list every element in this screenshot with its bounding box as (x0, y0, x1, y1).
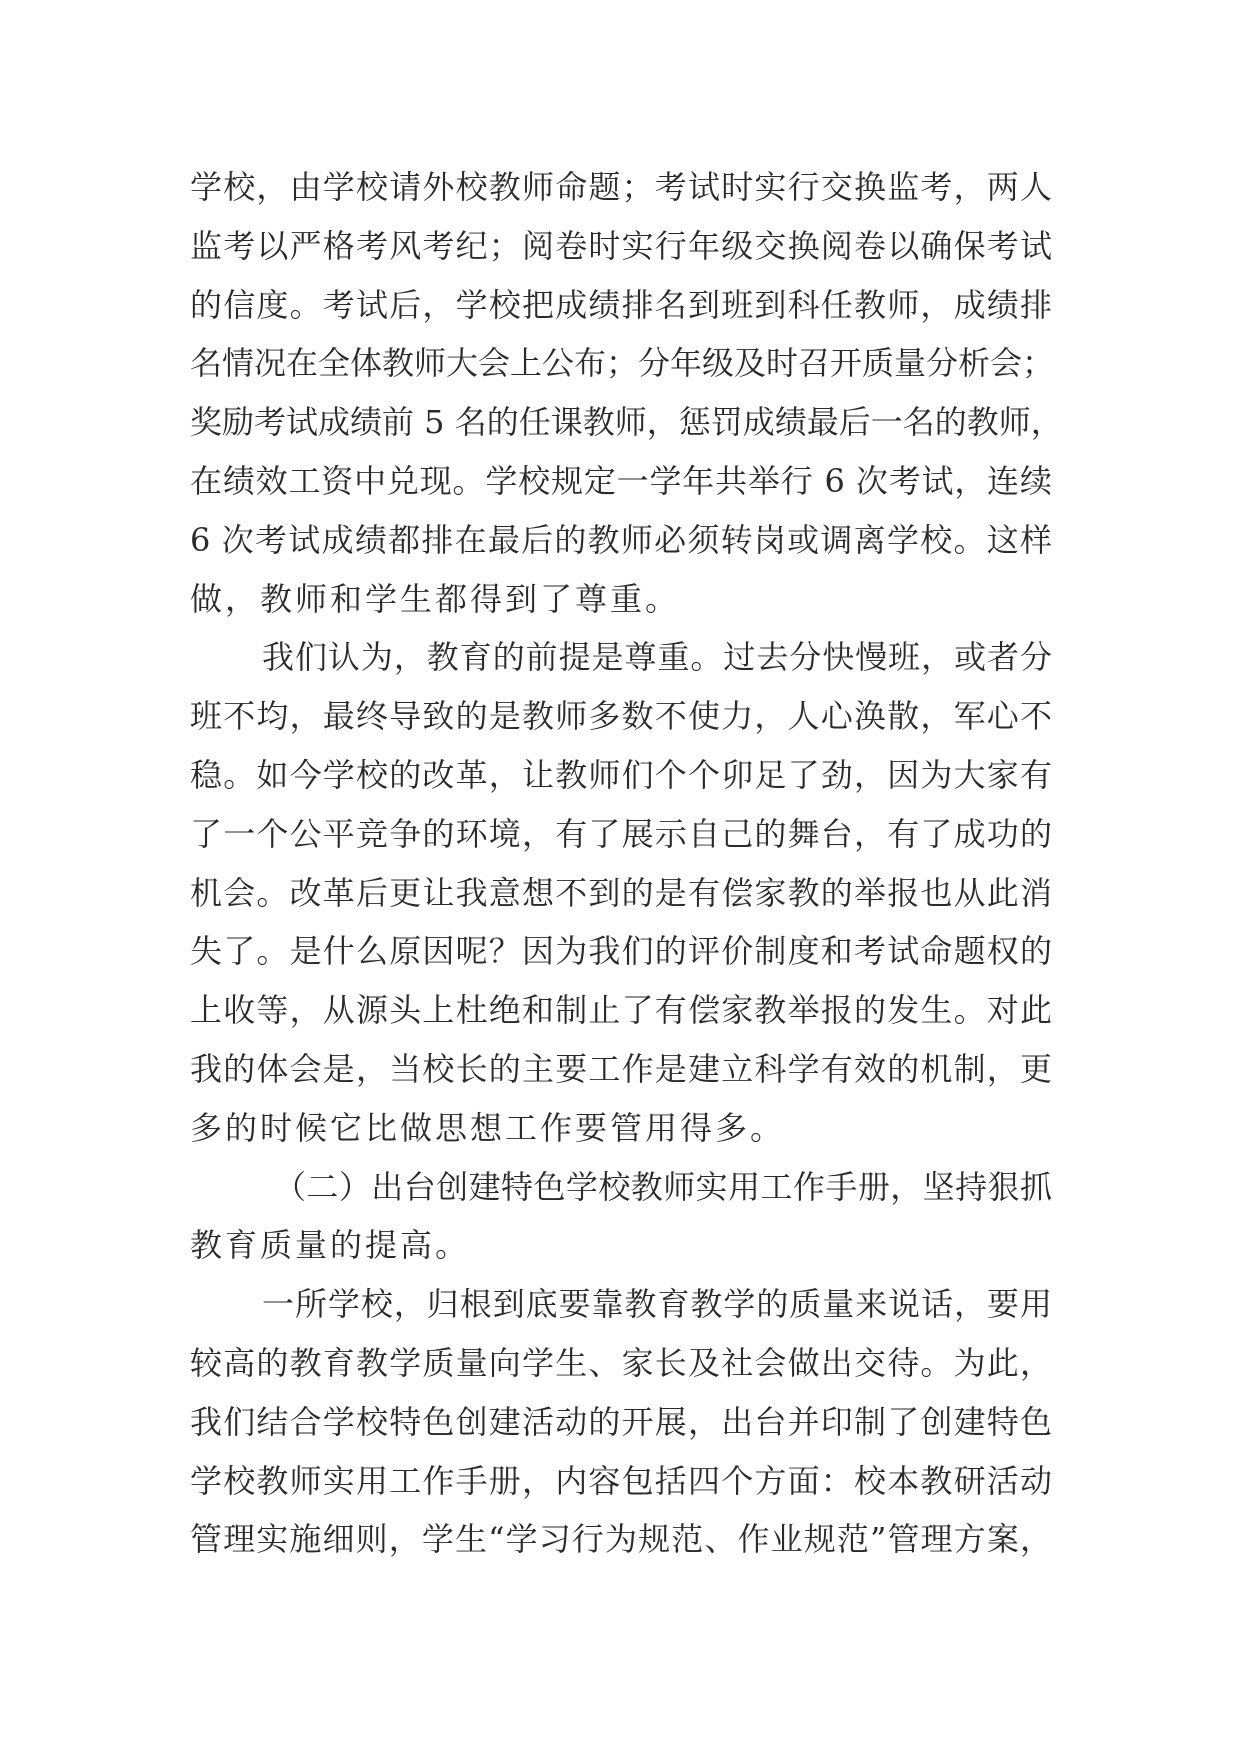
text-line: 监考以严格考风考纪；阅卷时实行年级交换阅卷以确保考试 (190, 226, 1052, 265)
text-line: 学校，由学校请外校教师命题；考试时实行交换监考，两人 (190, 168, 1052, 206)
section-heading-line: 教育质量的提高。 (190, 1226, 471, 1265)
text-line: 我们认为，教育的前提是尊重。过去分快慢班，或者分 (262, 638, 1052, 677)
text-line: 稳。如今学校的改革，让教师们个个卯足了劲，因为大家有 (190, 755, 1052, 794)
text-line: 名情况在全体教师大会上公布；分年级及时召开质量分析会； (190, 344, 1055, 383)
text-line: 做，教师和学生都得到了尊重。 (190, 579, 681, 618)
section-heading-line: （二）出台创建特色学校教师实用工作手册，坚持狠抓 (274, 1167, 1052, 1206)
text-line: 我们结合学校特色创建活动的开展，出台并印制了创建特色 (190, 1402, 1052, 1441)
text-line: 班不均，最终导致的是教师多数不使力，人心涣散，军心不 (190, 697, 1052, 736)
document-body (190, 158, 1063, 1569)
text-line: 了一个公平竞争的环境，有了展示自己的舞台，有了成功的 (190, 814, 1052, 853)
text-line: 机会。改革后更让我意想不到的是有偿家教的举报也从此消 (190, 873, 1052, 912)
text-line: 我的体会是，当校长的主要工作是建立科学有效的机制，更 (190, 1049, 1052, 1088)
text-line: 一所学校，归根到底要靠教育教学的质量来说话，要用 (262, 1285, 1052, 1324)
text-line: 6 次考试成绩都排在最后的教师必须转岗或调离学校。这样 (190, 520, 1052, 559)
text-line: 失了。是什么原因呢？因为我们的评价制度和考试命题权的 (190, 932, 1052, 971)
text-line: 上收等，从源头上杜绝和制止了有偿家教举报的发生。对此 (190, 991, 1052, 1030)
text-line: 较高的教育教学质量向学生、家长及社会做出交待。为此， (190, 1343, 1052, 1382)
text-line: 在绩效工资中兑现。学校规定一学年共举行 6 次考试，连续 (190, 461, 1052, 500)
text-line: 学校教师实用工作手册，内容包括四个方面：校本教研活动 (190, 1461, 1052, 1500)
text-line: 奖励考试成绩前 5 名的任课教师，惩罚成绩最后一名的教师， (190, 403, 1063, 442)
text-line: 多的时候它比做思想工作要管用得多。 (190, 1108, 786, 1147)
text-line: 的信度。考试后，学校把成绩排名到班到科任教师，成绩排 (190, 285, 1052, 324)
text-line: 管理实施细则，学生“学习行为规范、作业规范”管理方案， (190, 1520, 1052, 1559)
